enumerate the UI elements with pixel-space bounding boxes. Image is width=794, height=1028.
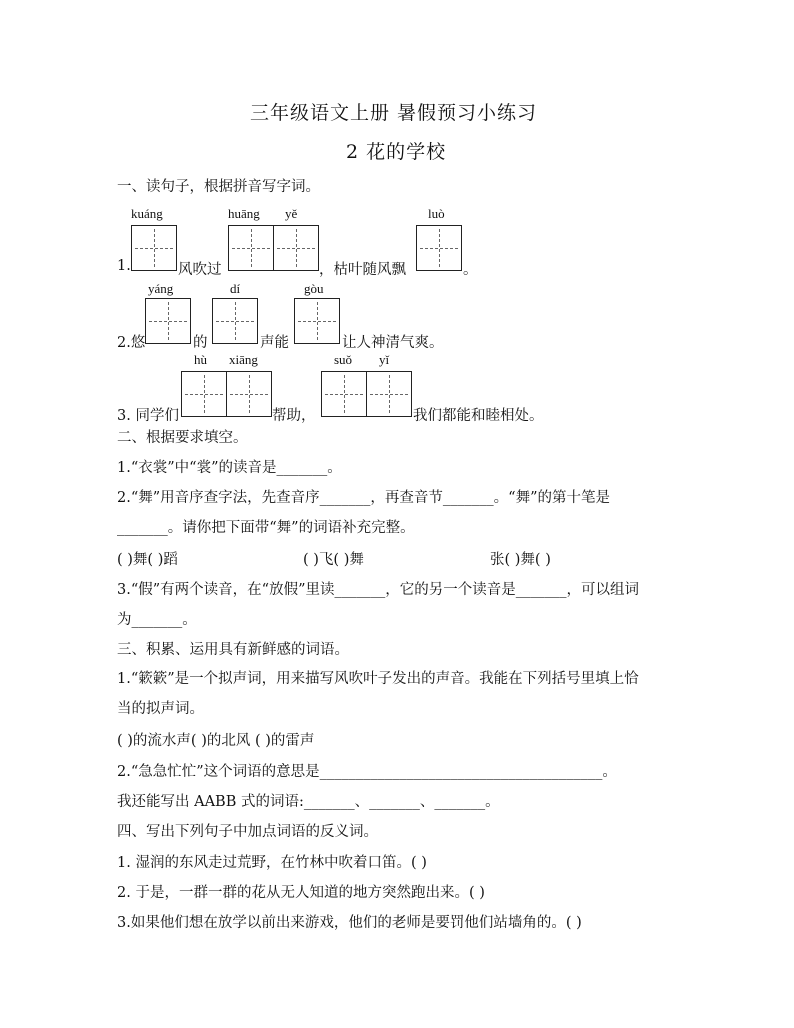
s3-line-1: 1.“簌簌”是一个拟声词，用来描写风吹叶子发出的声音。我能在下列括号里填上恰 bbox=[117, 671, 639, 687]
s2-line-4a: ( )舞( )蹈 bbox=[117, 552, 178, 568]
q1-text-2: ，枯叶随风飘 bbox=[319, 262, 406, 278]
pinyin-kuang: kuáng bbox=[131, 206, 163, 221]
s2-line-4c: 张( )舞( ) bbox=[490, 552, 551, 568]
s4-line-3: 3.如果他们想在放学以前出来游戏，他们的老师是要罚他们站墙角的。( ) bbox=[117, 915, 582, 931]
answer-box-huangye[interactable] bbox=[228, 225, 319, 271]
pinyin-luo: luò bbox=[428, 206, 445, 221]
s4-line-1: 1. 湿润的东风走过荒野，在竹林中吹着口笛。( ) bbox=[117, 855, 427, 871]
q3-number: 3. 同学们 bbox=[117, 408, 179, 424]
pinyin-huang: huāng bbox=[228, 206, 260, 221]
q2-text-2: 声能 bbox=[260, 335, 289, 351]
answer-box-luo[interactable] bbox=[416, 225, 462, 271]
s2-line-1: 1.“衣裳”中“裳”的读音是_______。 bbox=[117, 460, 342, 476]
s2-line-2: 2.“舞”用音序查字法，先查音序_______，再查音节_______。“舞”的第十笔是 bbox=[117, 490, 610, 506]
answer-box-gou[interactable] bbox=[294, 298, 340, 344]
q2-text-3: 让人神清气爽。 bbox=[342, 335, 444, 351]
q3-text-2: 我们都能和睦相处。 bbox=[413, 408, 544, 424]
answer-box-di[interactable] bbox=[212, 298, 258, 344]
answer-box-yang[interactable] bbox=[145, 298, 191, 344]
s2-line-6: 为_______。 bbox=[117, 612, 197, 628]
q1-text-1: 风吹过 bbox=[178, 262, 222, 278]
s2-line-5: 3.“假”有两个读音，在“放假”里读_______，它的另一个读音是_______，可以组词 bbox=[117, 582, 639, 598]
page-title: 三年级语文上册 暑假预习小练习 bbox=[250, 102, 538, 124]
section-3-heading: 三、积累、运用具有新鲜感的词语。 bbox=[117, 642, 349, 658]
pinyin-di: dí bbox=[230, 281, 241, 296]
pinyin-hu: hù bbox=[194, 352, 207, 367]
pinyin-xiang: xiāng bbox=[229, 352, 258, 367]
s2-line-3: _______。请你把下面带“舞”的词语补充完整。 bbox=[117, 520, 415, 536]
answer-box-kuang[interactable] bbox=[131, 225, 177, 271]
s3-line-2: 当的拟声词。 bbox=[117, 701, 204, 717]
s3-line-3: ( )的流水声( )的北风 ( )的雷声 bbox=[117, 733, 315, 749]
q3-text-1: 帮助， bbox=[272, 408, 316, 424]
s2-line-4b: ( )飞( )舞 bbox=[303, 552, 364, 568]
s3-line-5: 我还能写出 AABB 式的词语:_______、_______、_______。 bbox=[117, 794, 500, 810]
q2-text-1: 的 bbox=[193, 335, 208, 351]
pinyin-ye: yě bbox=[285, 206, 298, 221]
pinyin-yi: yǐ bbox=[379, 352, 390, 367]
q2-number: 2.悠 bbox=[117, 335, 146, 351]
s3-line-4: 2.“急急忙忙”这个词语的意思是_______________________________________。 bbox=[117, 764, 617, 780]
section-1-heading: 一、读句子，根据拼音写字词。 bbox=[117, 179, 320, 195]
answer-box-suoyi[interactable] bbox=[321, 371, 412, 417]
pinyin-yang: yáng bbox=[148, 281, 174, 296]
pinyin-suo: suǒ bbox=[334, 352, 353, 367]
section-4-heading: 四、写出下列句子中加点词语的反义词。 bbox=[117, 824, 378, 840]
lesson-title: 2 花的学校 bbox=[346, 141, 447, 163]
q1-number: 1. bbox=[117, 258, 131, 274]
q1-text-3: 。 bbox=[463, 262, 478, 278]
pinyin-gou: gòu bbox=[304, 281, 324, 296]
answer-box-huxiang[interactable] bbox=[181, 371, 272, 417]
section-2-heading: 二、根据要求填空。 bbox=[117, 430, 248, 446]
s4-line-2: 2. 于是，一群一群的花从无人知道的地方突然跑出来。( ) bbox=[117, 885, 485, 901]
